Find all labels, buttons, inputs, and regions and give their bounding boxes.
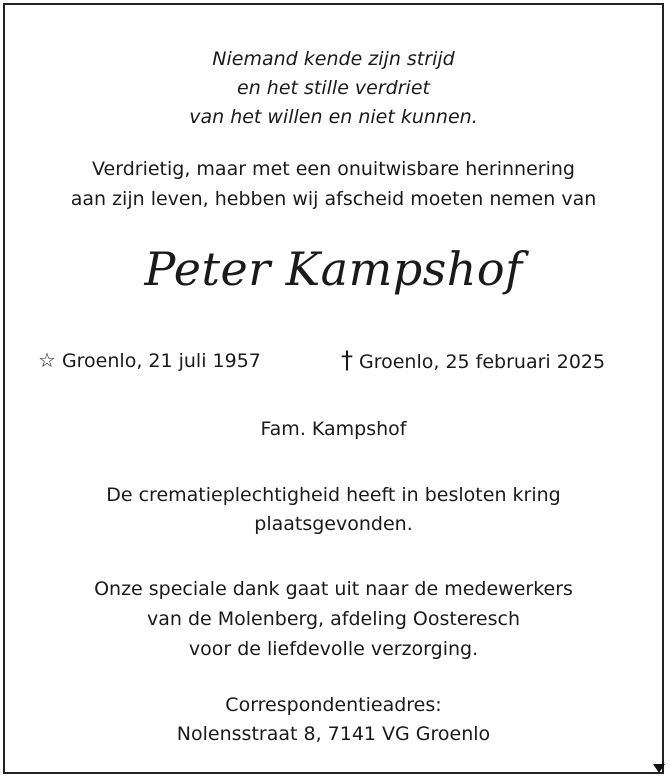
address-label: Correspondentieadres: (225, 694, 442, 716)
address-value: Nolensstraat 8, 7141 VG Groenlo (176, 723, 491, 745)
triangle-down-icon[interactable] (653, 764, 665, 773)
obituary-content (5, 5, 662, 772)
intro-line-1: Verdrietig, maar met een onuitwisbare herinnering (92, 158, 575, 180)
star-icon: ☆ (38, 348, 56, 372)
ceremony-line-2: plaatsgevonden. (254, 513, 413, 535)
birth-info (38, 345, 261, 376)
poem-line-2: en het stille verdriet (237, 77, 430, 99)
cross-icon: † (341, 346, 353, 374)
poem-line-3: van het willen en niet kunnen. (189, 106, 478, 128)
family-signature: Fam. Kampshof (260, 418, 407, 440)
deceased-name: Peter Kampshof (144, 242, 523, 296)
thanks-line-1: Onze speciale dank gaat uit naar de medewerkers (94, 578, 573, 600)
poem-line-1: Niemand kende zijn strijd (212, 48, 455, 70)
death-info (341, 345, 605, 377)
death-text: Groenlo, 25 februari 2025 (359, 351, 606, 373)
thanks-line-3: voor de liefdevolle verzorging. (188, 638, 479, 660)
birth-text: Groenlo, 21 juli 1957 (61, 350, 261, 372)
obituary-frame (3, 3, 664, 774)
ceremony-line-1: De crematieplechtigheid heeft in besloten kring (106, 484, 561, 506)
thanks-line-2: van de Molenberg, afdeling Oosteresch (146, 608, 521, 630)
dates-row (5, 345, 662, 375)
intro-line-2: aan zijn leven, hebben wij afscheid moeten nemen van (70, 188, 597, 210)
